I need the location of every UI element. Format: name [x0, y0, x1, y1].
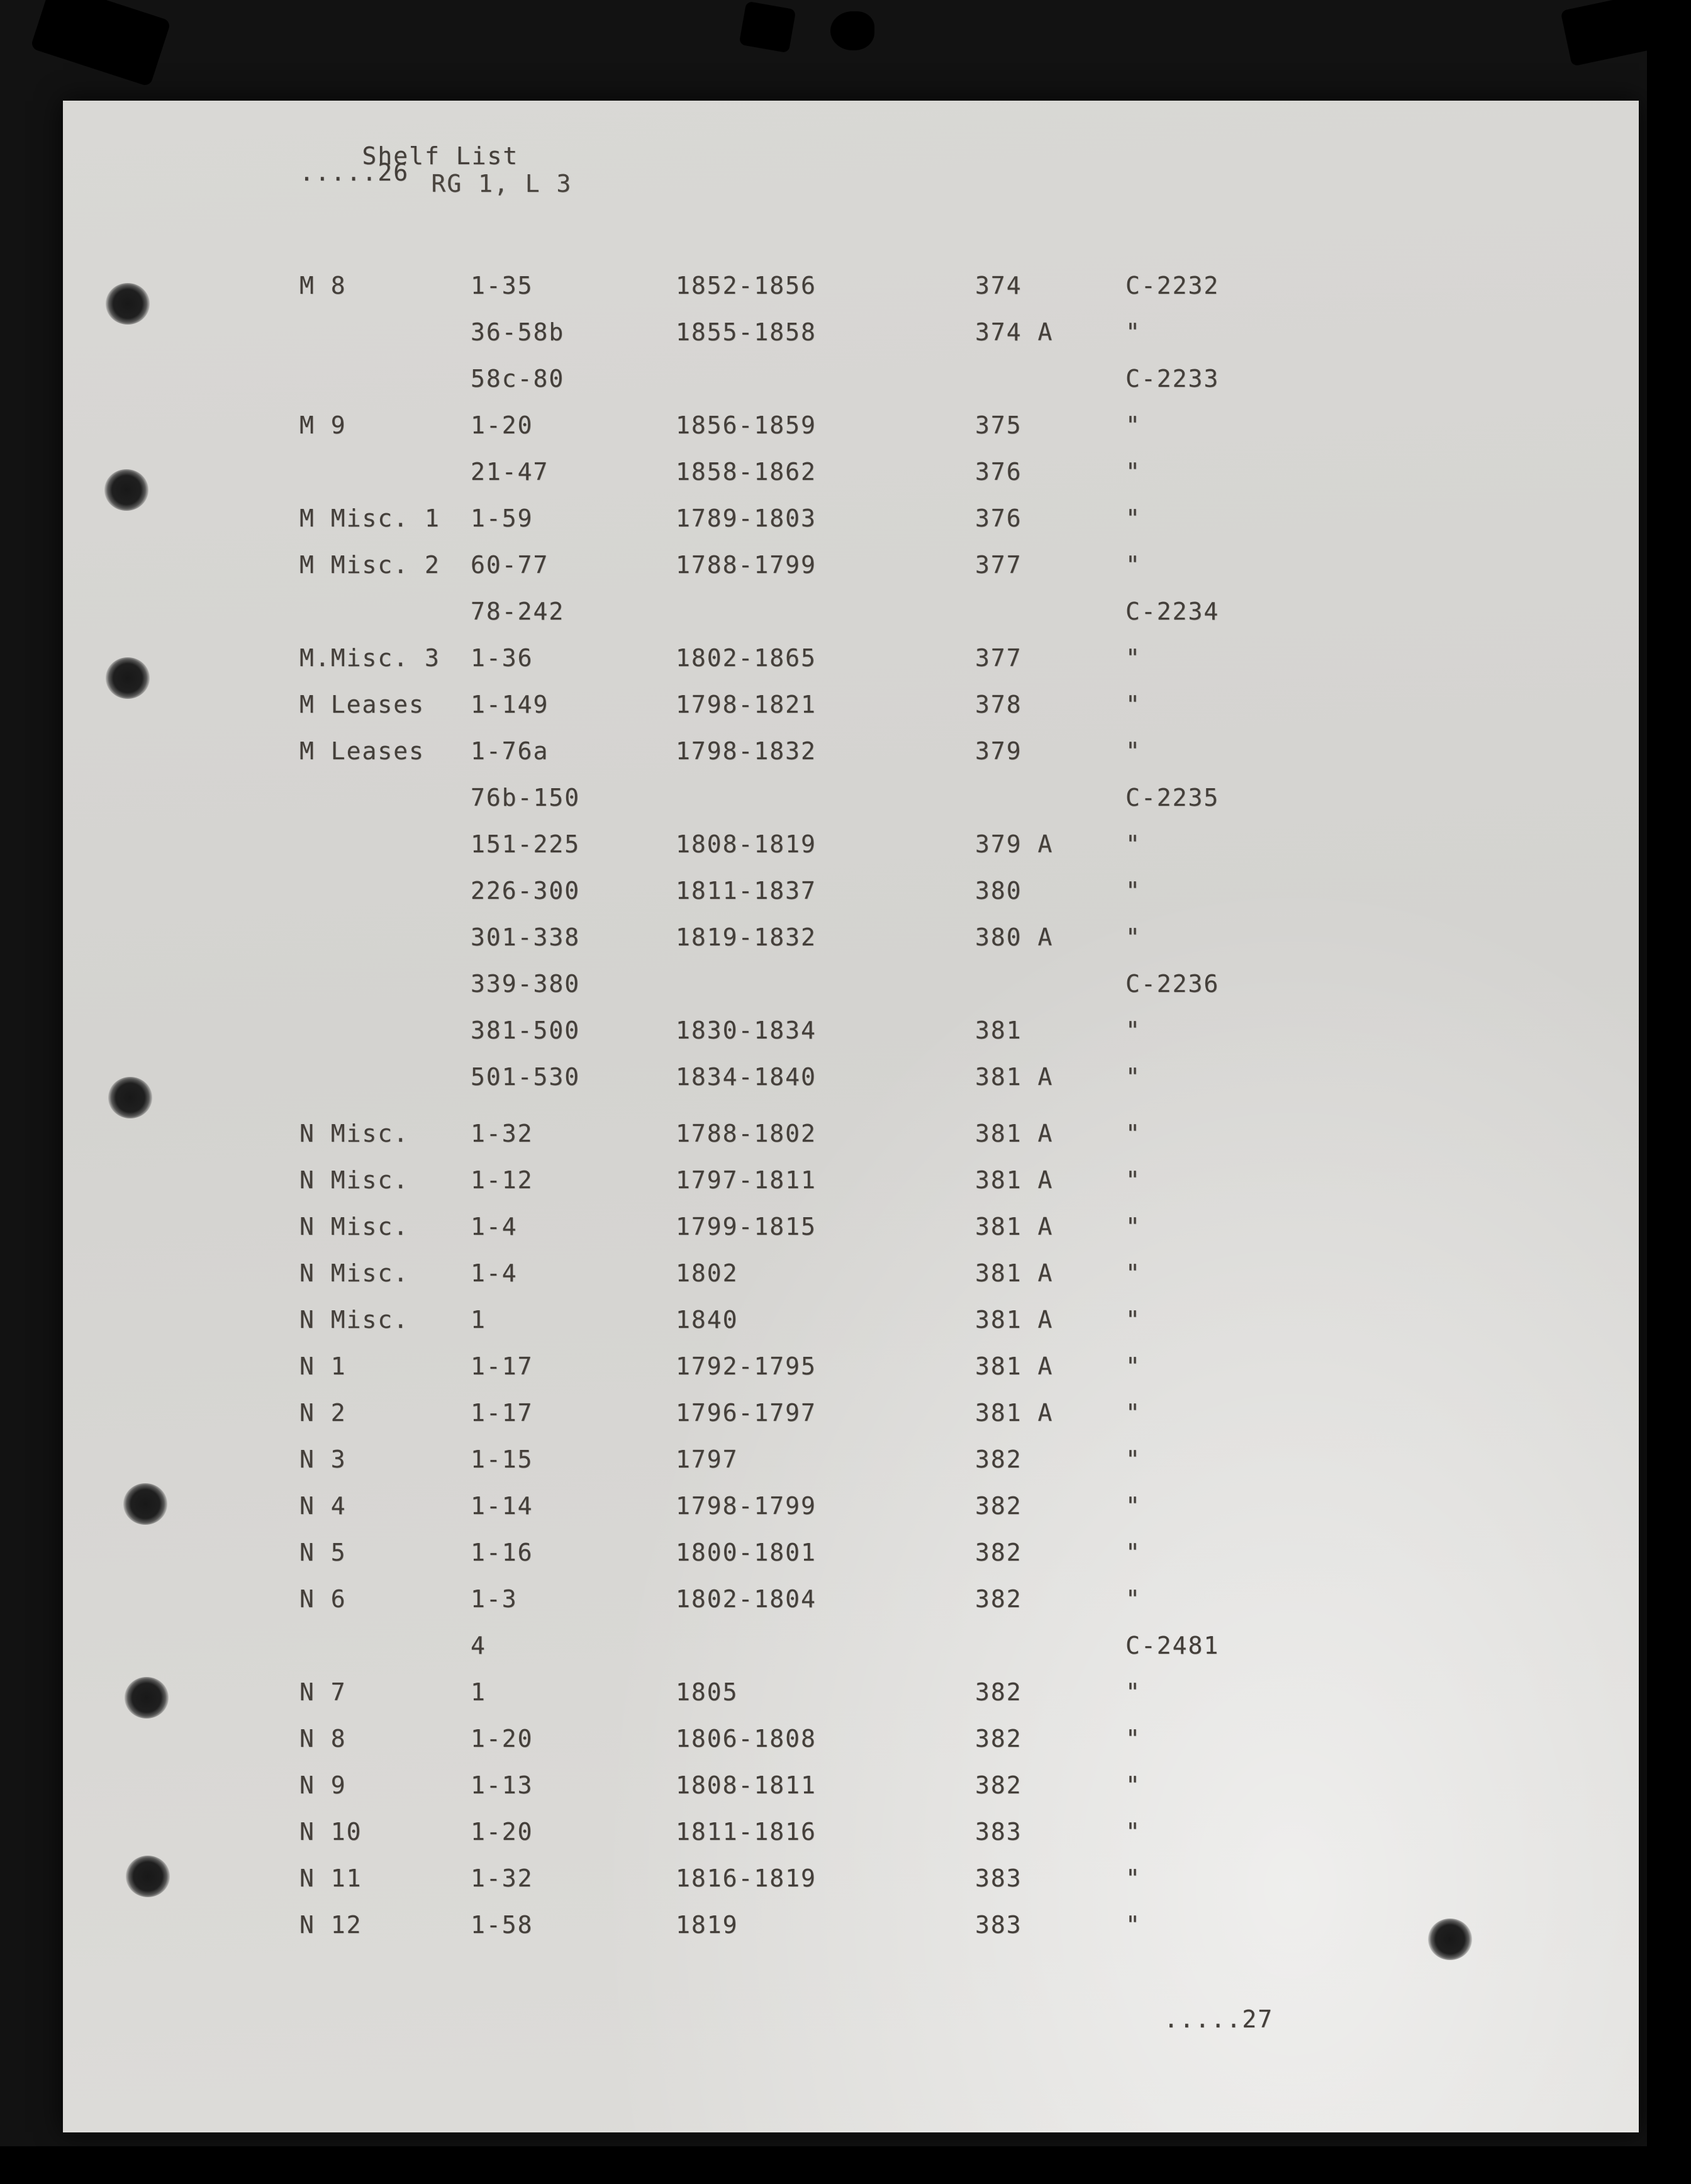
cell-volume: 381 A [975, 1399, 1054, 1427]
cell-dates: 1798-1821 [676, 691, 817, 718]
cell-dates: 1788-1802 [676, 1120, 817, 1147]
table-row [63, 1166, 1639, 1213]
cell-volume: 376 [975, 458, 1022, 486]
cell-reel: " [1125, 1306, 1141, 1334]
cell-volume: 383 [975, 1818, 1022, 1846]
cell-reel: " [1125, 1259, 1141, 1287]
cell-items: 76b-150 [471, 784, 581, 811]
cell-series: N 7 [299, 1678, 347, 1706]
scan-artifact-blob [739, 1, 796, 53]
cell-volume: 380 [975, 877, 1022, 905]
cell-reel: " [1125, 923, 1141, 951]
table-row [63, 365, 1639, 411]
table-row [63, 923, 1639, 970]
cell-dates: 1811-1837 [676, 877, 817, 905]
cell-items: 1-20 [471, 1818, 533, 1846]
scan-artifact-blob [830, 11, 874, 50]
cell-items: 1-4 [471, 1213, 518, 1240]
cell-volume: 381 [975, 1017, 1022, 1044]
cell-series: N Misc. [299, 1166, 410, 1194]
cell-items: 1 [471, 1678, 486, 1706]
record-group-reference: RG 1, L 3 [431, 170, 572, 198]
scan-edge-right [1647, 0, 1691, 2184]
cell-reel: " [1125, 737, 1141, 765]
cell-reel: C-2233 [1125, 365, 1220, 393]
cell-dates: 1830-1834 [676, 1017, 817, 1044]
cell-reel: " [1125, 1725, 1141, 1752]
cell-reel: " [1125, 1446, 1141, 1473]
cell-series: N 10 [299, 1818, 362, 1846]
cell-series: N 6 [299, 1585, 347, 1613]
cell-series: N 2 [299, 1399, 347, 1427]
cell-reel: " [1125, 1166, 1141, 1194]
cell-volume: 382 [975, 1771, 1022, 1799]
table-row [63, 1864, 1639, 1911]
cell-items: 1-32 [471, 1120, 533, 1147]
cell-reel: " [1125, 1864, 1141, 1892]
table-row [63, 1017, 1639, 1063]
table-row [63, 1352, 1639, 1399]
cell-dates: 1797-1811 [676, 1166, 817, 1194]
cell-series: M Misc. 1 [299, 504, 440, 532]
table-row [63, 504, 1639, 551]
cell-dates: 1788-1799 [676, 551, 817, 579]
cell-volume: 374 A [975, 318, 1054, 346]
cell-dates: 1802-1865 [676, 644, 817, 672]
cell-items: 1-16 [471, 1539, 533, 1566]
cell-reel: " [1125, 1492, 1141, 1520]
cell-volume: 383 [975, 1911, 1022, 1939]
cell-reel: " [1125, 1399, 1141, 1427]
cell-dates: 1802-1804 [676, 1585, 817, 1613]
cell-items: 151-225 [471, 830, 581, 858]
cell-volume: 375 [975, 411, 1022, 439]
table-row [63, 1585, 1639, 1632]
cell-volume: 378 [975, 691, 1022, 718]
cell-series: N 12 [299, 1911, 362, 1939]
table-row [63, 1492, 1639, 1539]
cell-series: M Leases [299, 737, 425, 765]
table-row [63, 784, 1639, 830]
cell-dates: 1856-1859 [676, 411, 817, 439]
cell-reel: C-2235 [1125, 784, 1220, 811]
cell-items: 58c-80 [471, 365, 565, 393]
cell-items: 1-149 [471, 691, 549, 718]
cell-reel: " [1125, 1213, 1141, 1240]
cell-reel: " [1125, 551, 1141, 579]
cell-reel: " [1125, 644, 1141, 672]
table-row [63, 551, 1639, 598]
cell-items: 339-380 [471, 970, 581, 998]
cell-dates: 1808-1819 [676, 830, 817, 858]
cell-volume: 377 [975, 644, 1022, 672]
cell-items: 4 [471, 1632, 486, 1659]
table-row [63, 1306, 1639, 1352]
cell-series: M 8 [299, 272, 347, 299]
cell-items: 1-36 [471, 644, 533, 672]
cell-items: 226-300 [471, 877, 581, 905]
table-row [63, 1771, 1639, 1818]
cell-volume: 379 A [975, 830, 1054, 858]
scan-edge-bottom [0, 2146, 1691, 2184]
table-row [63, 830, 1639, 877]
cell-reel: " [1125, 411, 1141, 439]
cell-series: N 5 [299, 1539, 347, 1566]
cell-items: 1-13 [471, 1771, 533, 1799]
cell-volume: 381 A [975, 1120, 1054, 1147]
table-row [63, 1120, 1639, 1166]
table-row [63, 970, 1639, 1017]
cell-items: 60-77 [471, 551, 549, 579]
cell-dates: 1806-1808 [676, 1725, 817, 1752]
cell-dates: 1798-1799 [676, 1492, 817, 1520]
cell-dates: 1858-1862 [676, 458, 817, 486]
cell-volume: 381 A [975, 1213, 1054, 1240]
table-row [63, 1539, 1639, 1585]
cell-items: 1-32 [471, 1864, 533, 1892]
cell-reel: " [1125, 830, 1141, 858]
table-row [63, 1632, 1639, 1678]
cell-volume: 382 [975, 1678, 1022, 1706]
cell-dates: 1798-1832 [676, 737, 817, 765]
cell-volume: 382 [975, 1446, 1022, 1473]
cell-volume: 381 A [975, 1306, 1054, 1334]
table-row [63, 458, 1639, 504]
table-row [63, 1259, 1639, 1306]
cell-dates: 1840 [676, 1306, 739, 1334]
cell-reel: " [1125, 318, 1141, 346]
cell-reel: " [1125, 1911, 1141, 1939]
cell-volume: 374 [975, 272, 1022, 299]
cell-series: M Leases [299, 691, 425, 718]
cell-series: N 3 [299, 1446, 347, 1473]
cell-reel: " [1125, 1120, 1141, 1147]
cell-items: 78-242 [471, 598, 565, 625]
cell-dates: 1855-1858 [676, 318, 817, 346]
cell-reel: C-2234 [1125, 598, 1220, 625]
table-row [63, 1818, 1639, 1864]
cell-items: 381-500 [471, 1017, 581, 1044]
table-row [63, 737, 1639, 784]
cell-dates: 1808-1811 [676, 1771, 817, 1799]
cell-series: M Misc. 2 [299, 551, 440, 579]
cell-dates: 1799-1815 [676, 1213, 817, 1240]
scan-artifact-blob [30, 0, 171, 87]
document-page [63, 101, 1639, 2132]
cell-items: 1-35 [471, 272, 533, 299]
cell-items: 301-338 [471, 923, 581, 951]
cell-series: N 1 [299, 1352, 347, 1380]
table-row [63, 1063, 1639, 1110]
cell-reel: " [1125, 1585, 1141, 1613]
cell-reel: " [1125, 1352, 1141, 1380]
table-row [63, 1725, 1639, 1771]
cell-reel: C-2236 [1125, 970, 1220, 998]
cell-reel: " [1125, 458, 1141, 486]
cell-dates: 1816-1819 [676, 1864, 817, 1892]
cell-dates: 1834-1840 [676, 1063, 817, 1091]
cell-volume: 382 [975, 1725, 1022, 1752]
cell-series: N Misc. [299, 1120, 410, 1147]
table-row [63, 1399, 1639, 1446]
cell-items: 1-12 [471, 1166, 533, 1194]
cell-reel: C-2232 [1125, 272, 1220, 299]
cell-series: N 11 [299, 1864, 362, 1892]
cell-dates: 1802 [676, 1259, 739, 1287]
cell-reel: " [1125, 1539, 1141, 1566]
cell-series: N Misc. [299, 1213, 410, 1240]
cell-volume: 382 [975, 1539, 1022, 1566]
cell-reel: " [1125, 504, 1141, 532]
cell-reel: " [1125, 1771, 1141, 1799]
cell-series: N 8 [299, 1725, 347, 1752]
cell-items: 1-20 [471, 411, 533, 439]
cell-volume: 380 A [975, 923, 1054, 951]
cell-items: 1-15 [471, 1446, 533, 1473]
cell-dates: 1852-1856 [676, 272, 817, 299]
cell-reel: " [1125, 877, 1141, 905]
cell-items: 1 [471, 1306, 486, 1334]
shelf-table-body [63, 272, 1639, 1958]
cell-series: N 4 [299, 1492, 347, 1520]
table-row [63, 411, 1639, 458]
cell-items: 1-58 [471, 1911, 533, 1939]
cell-dates: 1811-1816 [676, 1818, 817, 1846]
cell-volume: 381 A [975, 1352, 1054, 1380]
cell-volume: 381 A [975, 1063, 1054, 1091]
cell-items: 1-20 [471, 1725, 533, 1752]
cell-items: 1-17 [471, 1399, 533, 1427]
cell-reel: " [1125, 691, 1141, 718]
cell-items: 501-530 [471, 1063, 581, 1091]
table-row [63, 598, 1639, 644]
cell-series: M 9 [299, 411, 347, 439]
cell-items: 1-59 [471, 504, 533, 532]
table-row [63, 1213, 1639, 1259]
cell-dates: 1789-1803 [676, 504, 817, 532]
cell-volume: 376 [975, 504, 1022, 532]
page-number-bottom: .....27 [1164, 2005, 1274, 2033]
table-row [63, 1678, 1639, 1725]
cell-volume: 382 [975, 1492, 1022, 1520]
cell-volume: 382 [975, 1585, 1022, 1613]
cell-dates: 1800-1801 [676, 1539, 817, 1566]
cell-items: 1-4 [471, 1259, 518, 1287]
table-row [63, 272, 1639, 318]
cell-items: 1-3 [471, 1585, 518, 1613]
cell-items: 1-76a [471, 737, 549, 765]
cell-reel: " [1125, 1678, 1141, 1706]
page-number-top: .....26 [299, 159, 410, 186]
document-title: Shelf List [362, 142, 519, 170]
table-row [63, 644, 1639, 691]
cell-volume: 377 [975, 551, 1022, 579]
table-row [63, 877, 1639, 923]
cell-dates: 1819-1832 [676, 923, 817, 951]
cell-items: 1-17 [471, 1352, 533, 1380]
cell-items: 36-58b [471, 318, 565, 346]
table-row [63, 1911, 1639, 1958]
table-row [63, 1446, 1639, 1492]
cell-items: 21-47 [471, 458, 549, 486]
cell-series: N Misc. [299, 1259, 410, 1287]
cell-reel: " [1125, 1017, 1141, 1044]
cell-reel: " [1125, 1818, 1141, 1846]
cell-reel: C-2481 [1125, 1632, 1220, 1659]
cell-dates: 1796-1797 [676, 1399, 817, 1427]
table-row [63, 691, 1639, 737]
cell-dates: 1792-1795 [676, 1352, 817, 1380]
cell-dates: 1797 [676, 1446, 739, 1473]
cell-reel: " [1125, 1063, 1141, 1091]
cell-volume: 381 A [975, 1166, 1054, 1194]
cell-dates: 1805 [676, 1678, 739, 1706]
cell-dates: 1819 [676, 1911, 739, 1939]
cell-series: M.Misc. 3 [299, 644, 440, 672]
cell-series: N Misc. [299, 1306, 410, 1334]
table-row [63, 318, 1639, 365]
cell-items: 1-14 [471, 1492, 533, 1520]
cell-volume: 379 [975, 737, 1022, 765]
shelf-list-table [63, 272, 1639, 1958]
cell-volume: 383 [975, 1864, 1022, 1892]
cell-volume: 381 A [975, 1259, 1054, 1287]
cell-series: N 9 [299, 1771, 347, 1799]
